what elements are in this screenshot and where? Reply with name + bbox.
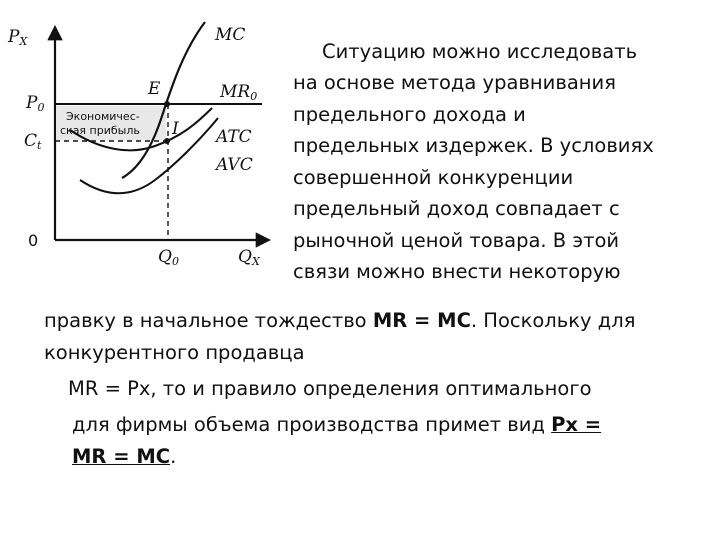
label-px: PX [8, 27, 28, 48]
text-line-3: предельного дохода и [293, 103, 526, 126]
label-q0: Q0 [158, 247, 179, 268]
label-mr0: MR0 [220, 82, 258, 103]
text-line-13 [72, 441, 176, 473]
text-line-8: связи можно внести некоторую [293, 260, 621, 283]
label-profit-line1: Экономичес- [66, 110, 140, 123]
rule-mr-mc: MR = MC [72, 445, 171, 468]
label-zero: 0 [28, 231, 39, 250]
point-i [164, 138, 170, 144]
label-ct: Ct [24, 131, 42, 152]
text-line-9 [44, 305, 635, 337]
text-line-12 [72, 409, 601, 441]
label-mc: MC [215, 25, 246, 45]
label-profit-line2: ская прибыль [60, 124, 140, 137]
text-line-2: на основе метода уравнивания [293, 71, 616, 94]
label-e: E [148, 79, 161, 99]
text-line-1: Ситуацию можно исследовать [322, 40, 638, 63]
mc-mr-diagram [0, 0, 290, 290]
text-line-9-pre: правку в начальное тождество [44, 309, 373, 332]
identity-mr-mc: MR = MC [372, 309, 471, 332]
label-avc: AVC [216, 155, 253, 175]
text-line-12-pre: для фирмы объема производства примет вид [72, 413, 552, 436]
text-line-7: рыночной ценой товара. В этой [293, 229, 620, 252]
point-e [164, 101, 170, 107]
label-p0: P0 [26, 93, 45, 114]
text-line-11: MR = Px, то и правило определения оптимального [68, 377, 592, 400]
mc-curve [122, 22, 205, 178]
label-atc: ATC [216, 127, 252, 147]
text-line-13-post: . [170, 445, 177, 468]
rule-px: Px = [551, 413, 602, 436]
text-line-4: предельных издержек. В условиях [293, 134, 654, 157]
text-line-6: предельный доход совпадает с [293, 197, 620, 220]
text-line-9-post: . Поскольку для [470, 309, 636, 332]
text-line-10: конкурентного продавца [44, 341, 305, 364]
label-qx: QX [238, 247, 260, 268]
text-line-5: совершенной конкуренции [293, 166, 574, 189]
label-i: I [172, 119, 179, 139]
